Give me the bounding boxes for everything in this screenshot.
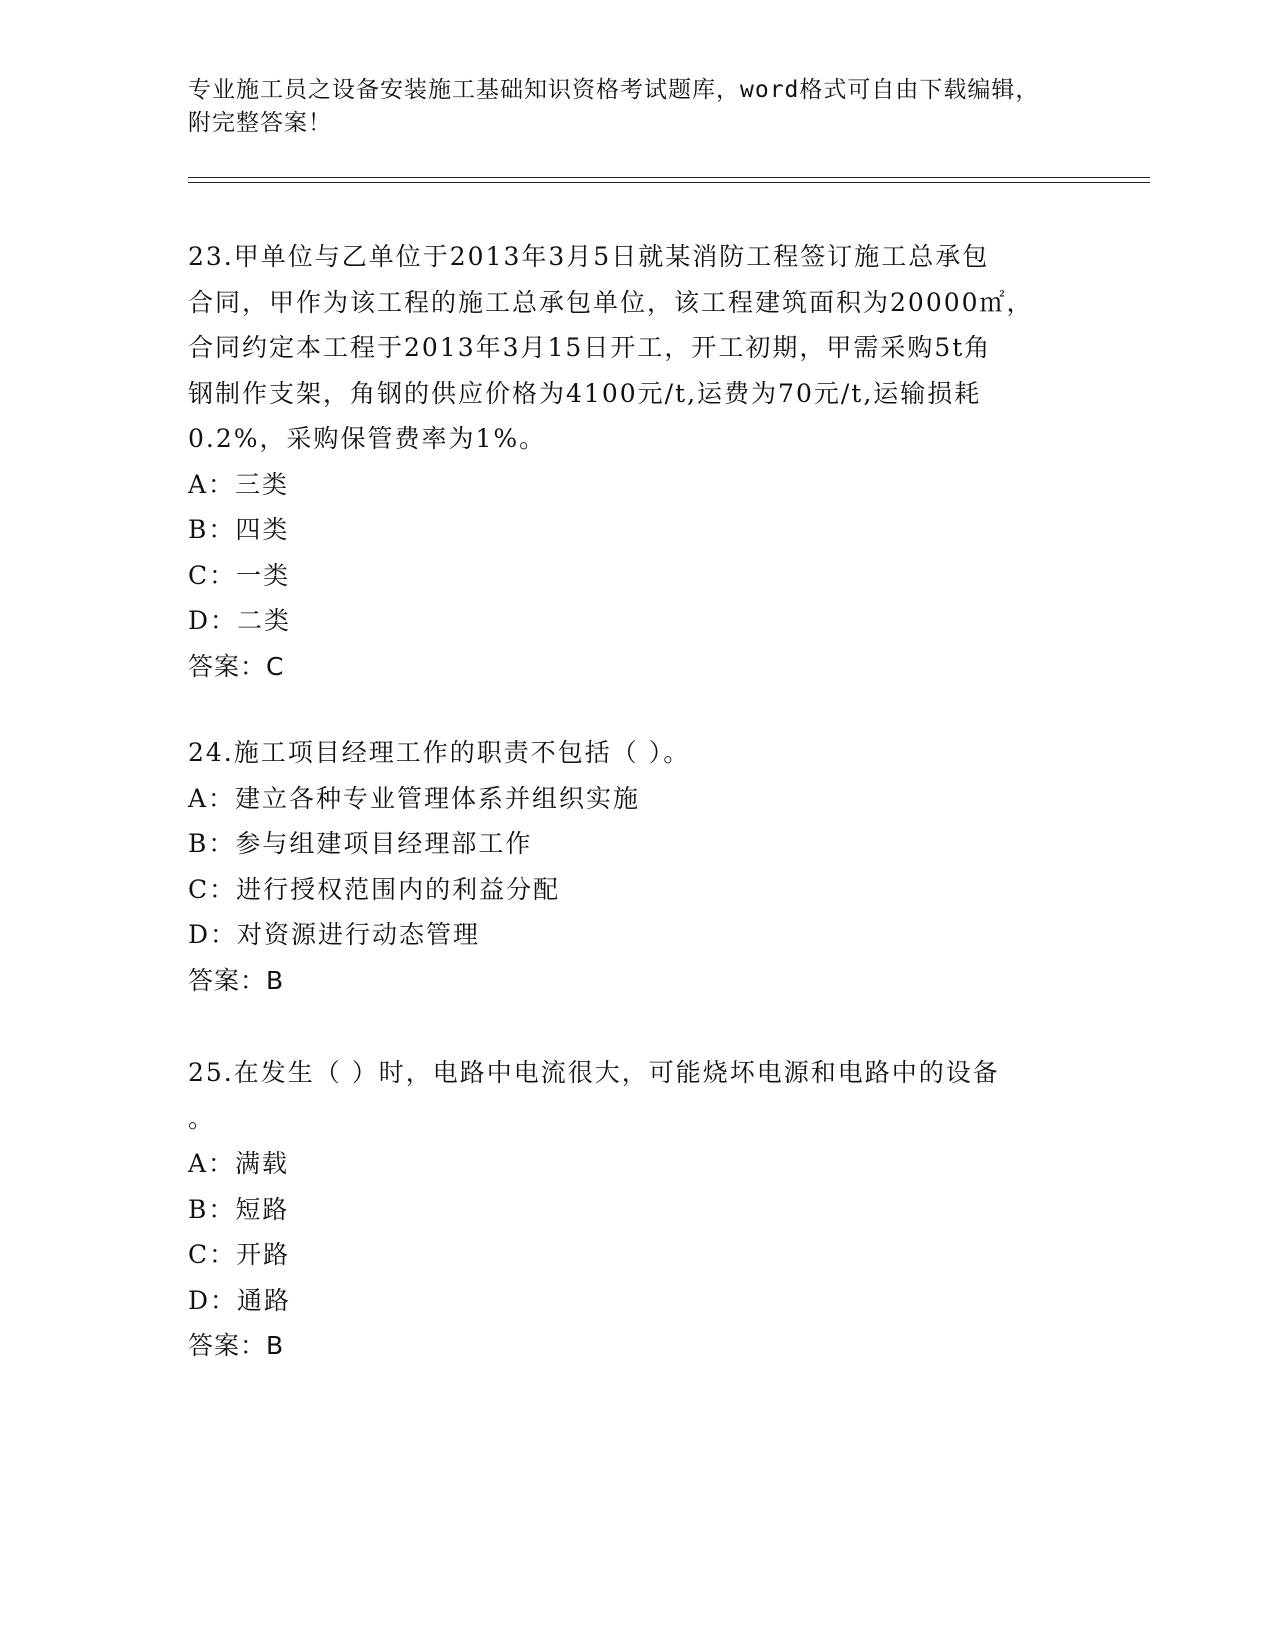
answer-label: 答案：B <box>188 1331 285 1360</box>
question-text-line: 24.施工项目经理工作的职责不包括（ ）。 <box>188 738 691 767</box>
question-text-line: 0.2%，采购保管费率为1%。 <box>188 424 547 453</box>
option-b: B：参与组建项目经理部工作 <box>188 829 533 858</box>
question-23 <box>188 234 1088 689</box>
question-text-line: 25.在发生（ ）时，电路中电流很大，可能烧坏电源和电路中的设备 <box>188 1058 1000 1087</box>
option-d: D：通路 <box>188 1285 292 1315</box>
header-divider-top <box>188 177 1150 178</box>
question-text-line: 合同约定本工程于2013年3月15日开工，开工初期，甲需采购5t角 <box>188 333 992 362</box>
option-a: A：建立各种专业管理体系并组织实施 <box>188 783 641 813</box>
option-d: D：对资源进行动态管理 <box>188 920 481 949</box>
answer-label: 答案：C <box>188 651 285 681</box>
option-d: D：二类 <box>188 606 292 635</box>
question-text-line: 合同，甲作为该工程的施工总承包单位，该工程建筑面积为20000㎡， <box>188 287 1034 317</box>
question-24 <box>188 730 1088 1003</box>
option-a: A：三类 <box>188 469 290 499</box>
question-text-line: 23.甲单位与乙单位于2013年3月5日就某消防工程签订施工总承包 <box>188 242 990 271</box>
question-25 <box>188 1050 1088 1369</box>
option-c: C：开路 <box>188 1240 291 1269</box>
option-b: B：短路 <box>188 1194 290 1224</box>
option-a: A：满载 <box>188 1149 290 1178</box>
question-text-line: 。 <box>188 1103 216 1133</box>
header-divider-bottom <box>188 182 1150 183</box>
header-line-2: 附完整答案！ <box>188 110 332 136</box>
question-text-line: 钢制作支架，角钢的供应价格为4100元/t,运费为70元/t,运输损耗 <box>188 378 982 408</box>
header-line-1: 专业施工员之设备安装施工基础知识资格考试题库，word格式可自由下载编辑， <box>188 77 1040 103</box>
option-c: C：一类 <box>188 560 291 590</box>
answer-label: 答案：B <box>188 965 285 995</box>
option-b: B：四类 <box>188 515 290 544</box>
document-header <box>188 74 1088 140</box>
option-c: C：进行授权范围内的利益分配 <box>188 874 561 904</box>
